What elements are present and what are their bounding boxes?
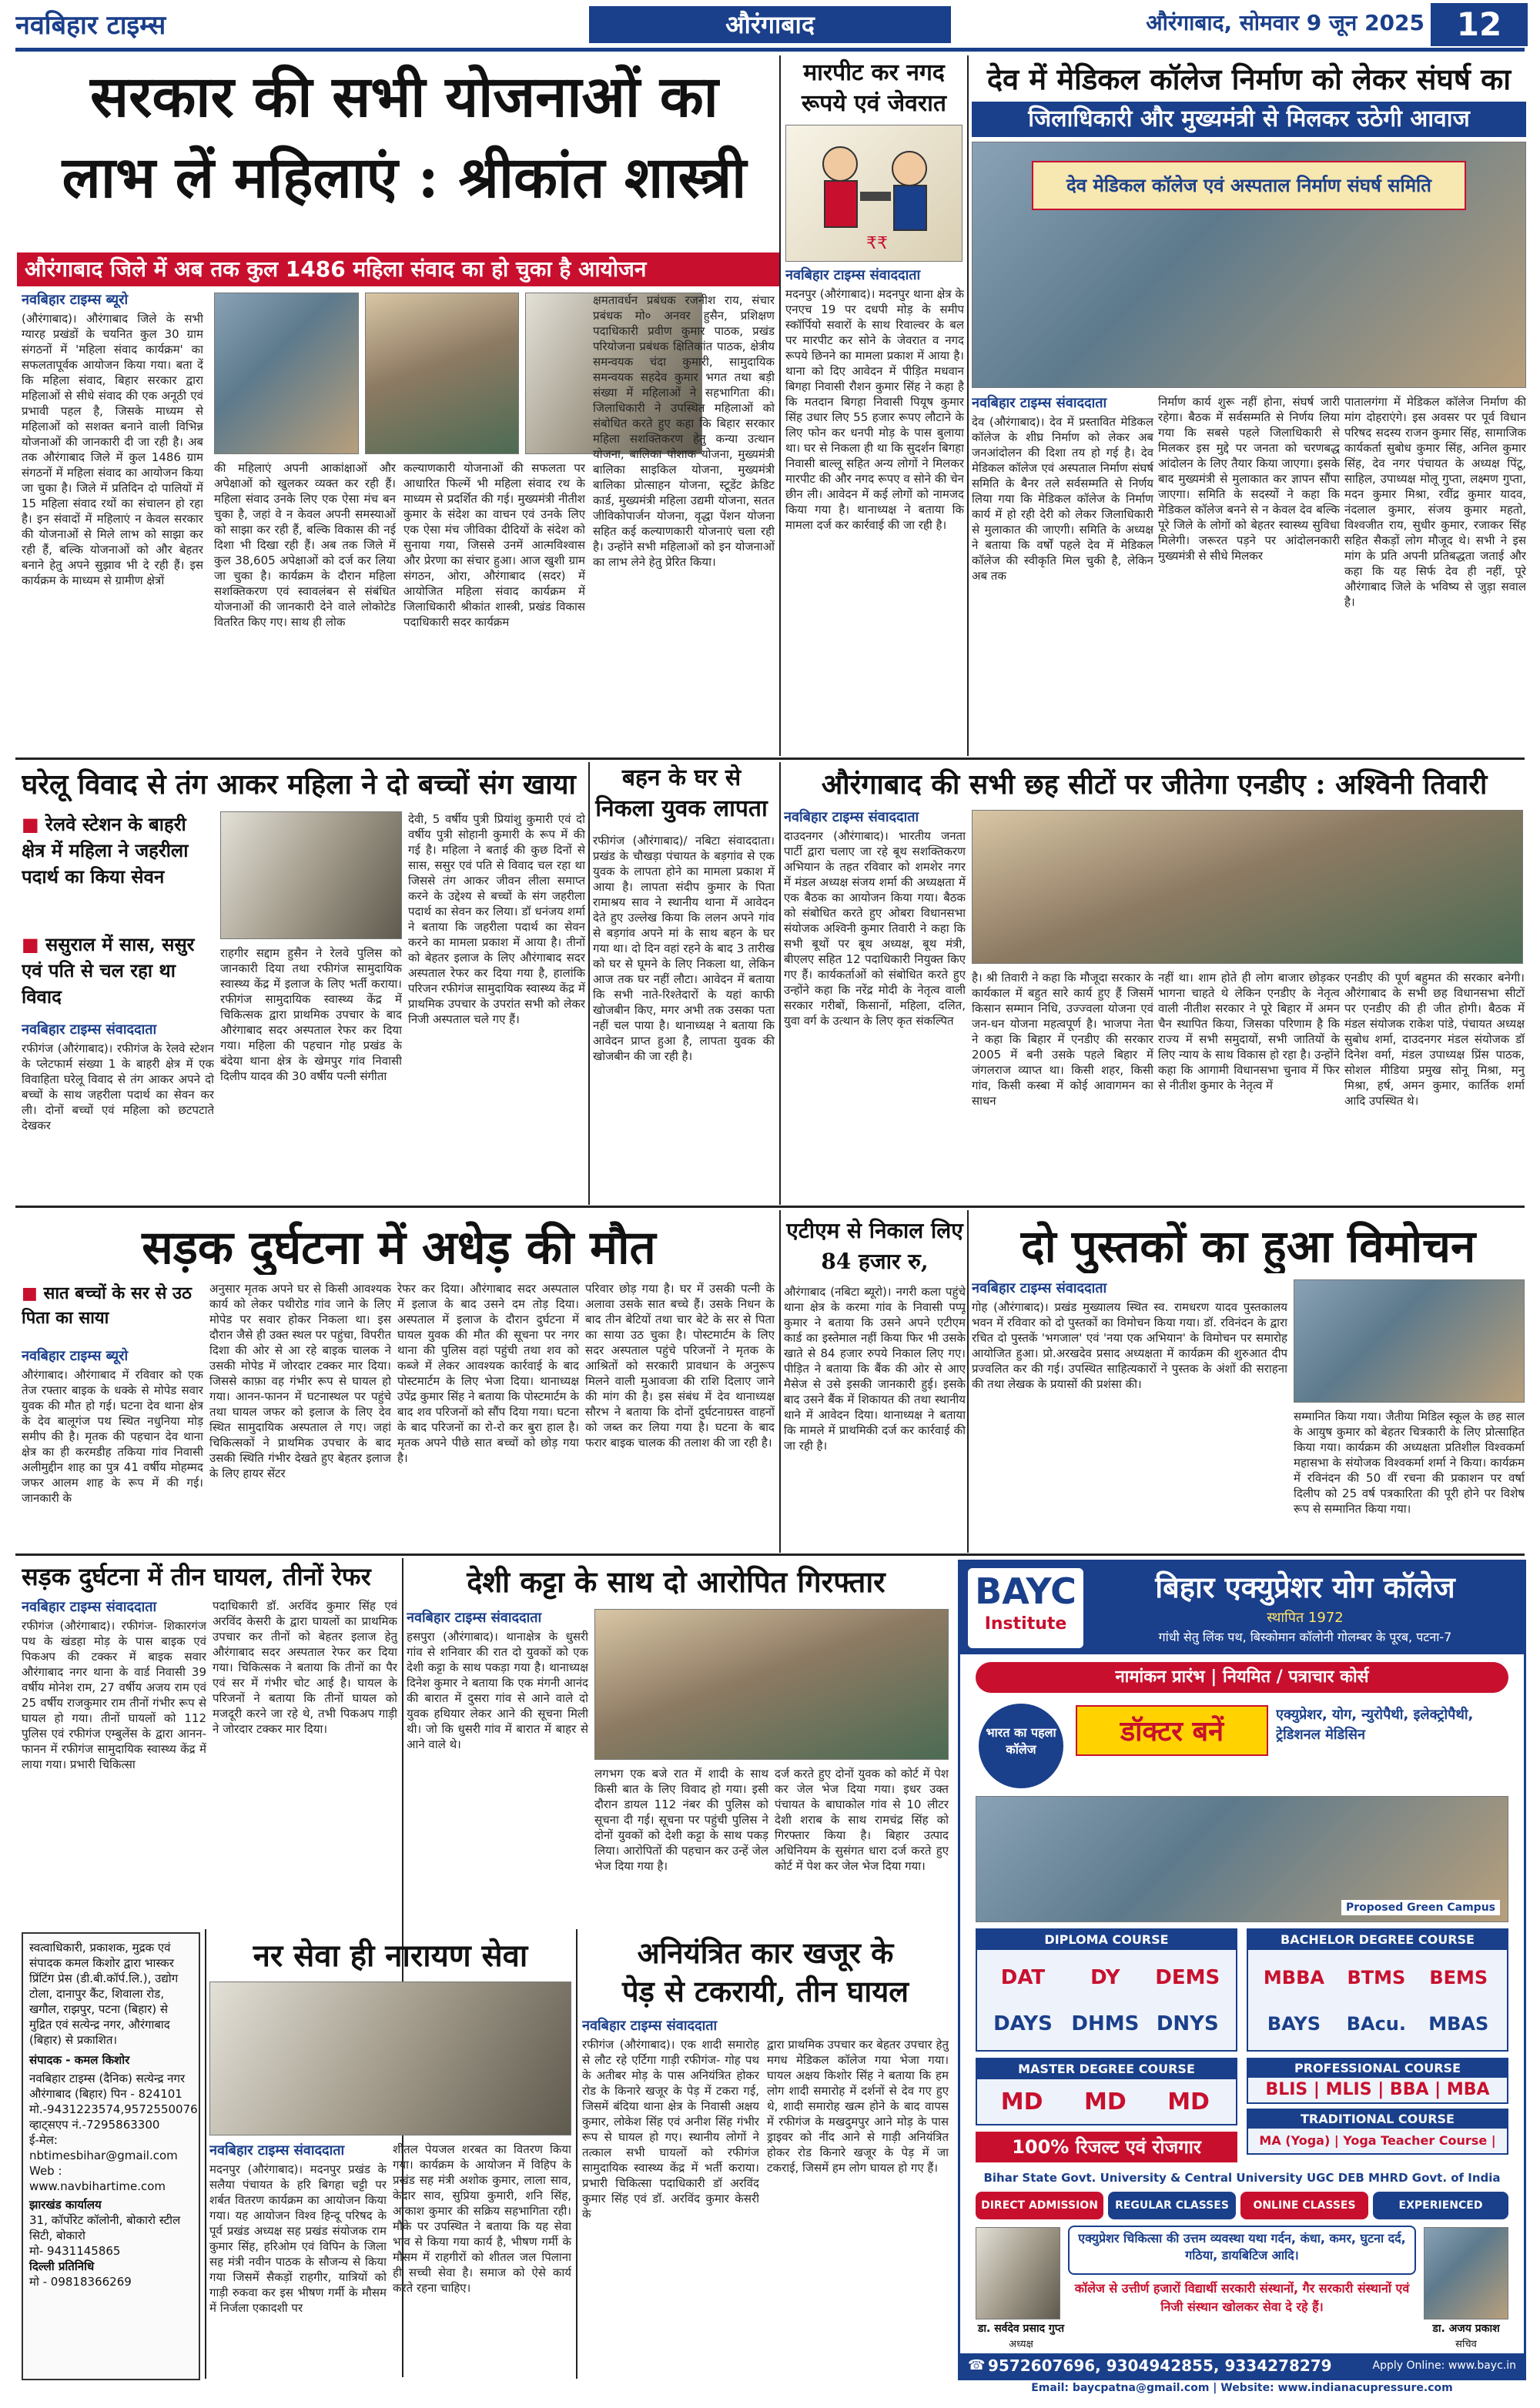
lead-headline-1: सरकार की सभी योजनाओं का bbox=[90, 64, 718, 130]
ad-master-item: MD bbox=[1000, 2089, 1043, 2115]
atm-headline-2: 84 हजार रु, bbox=[821, 1249, 929, 1274]
ad-doctor-banner: डॉक्टर बनें bbox=[1076, 1705, 1268, 1756]
pistol-col-3: दर्ज करते हुए दोनों युवक को कोर्ट में पेश कर जेल भेज दिया गया। इधर उक्त पंचायत के बाघाकोल गांव से 10 लीटर देशी शराब के साथ रामचंद्र सिंह को गिरफ्तार किया है। बिहार उत्पाद अधिनियम के सुसंगत धारा दर्ज करते हुए कोर्ट में पेश कर जेल भेज दिया गया। bbox=[775, 1767, 949, 1873]
medical-byline: नवबिहार टाइम्स संवाददाता bbox=[972, 395, 1107, 411]
pistol-headline: देशी कट्टा के साथ दो आरोपित गिरफ्तार bbox=[467, 1564, 886, 1599]
ad-bachelor-item: BEMS bbox=[1429, 1967, 1488, 1988]
ad-traditional-box bbox=[1247, 2109, 1508, 2155]
medical-headline: देव में मेडिकल कॉलेज निर्माण को लेकर संघर्ष का bbox=[986, 62, 1512, 96]
ad-email-web: Email: baycpatna@gmail.com | Website: www.indianacupressure.com bbox=[1031, 2382, 1453, 2394]
road-death-bullet: ■ सात बच्चों के सर से उठ पिता का साया bbox=[22, 1283, 192, 1328]
ad-campus-label: Proposed Green Campus bbox=[1341, 1900, 1500, 1915]
three-injured-byline: नवबिहार टाइम्स संवाददाता bbox=[22, 1599, 157, 1615]
imprint-web: Web : www.navbihartime.com bbox=[29, 2164, 166, 2193]
imprint-office: नवबिहार टाइम्स (दैनिक) सत्येन्द्र नगर औरंगाबाद (बिहार) पिन - 824101 bbox=[29, 2072, 186, 2101]
pistol-col-2: लगभग एक बजे रात में शादी के साथ किसी बात के लिए विवाद हो गया। इसी दौरान डायल 112 नंबर की पुलिस को सूचना दी गई। सूचना पर पहुंची पुलिस ने दोनों युवकों को देशी कट्टा के साथ पकड़ लिया। आरोपितों की पहचान कर उन्हें जेल भेज दिया गया है। bbox=[594, 1767, 768, 1873]
missing-text: रफीगंज (औरंगाबाद)/ नबिटा संवाददाता। प्रखंड के चौखड़ा पंचायत के बड़गांव से एक युवक के लापता होने का मामला प्रकाश में आया है। लापता संदीप कुमार के पिता रामाश्रय साव ने स्थानीय थाना में आवेदन देते हुए उल्लेख किया कि ललन अपने गांव से बड़गांव अपने मां के साथ बहन के घर गया था। दो दिन वहां रहने के बाद 3 तारीख को घर से घूमने के लिए निकला था, लेकिन आज तक घर नहीं लौटा। आवेदन में बताया कि सभी नाते-रिश्तेदारों के यहां काफी खोजबीन किए, मगर अभी तक उसका पता नहीं चल पाया है। थानाध्यक्ष ने बताया कि आवेदन प्राप्त हुआ है, लापता युवक की खोजबीन की जा रही है। bbox=[593, 834, 775, 1063]
ad-footer bbox=[960, 2353, 1524, 2378]
domestic-byline: नवबिहार टाइम्स संवाददाता bbox=[22, 1022, 157, 1038]
ad-header bbox=[960, 1562, 1524, 1654]
imprint-jh-address: 31, कॉर्पोरेट कॉलोनी, बोकारो स्टील सिटी, बोकारो bbox=[29, 2213, 181, 2242]
section-name: औरंगाबाद bbox=[589, 6, 951, 43]
car-headline-2: पेड़ से टकरायी, तीन घायल bbox=[621, 1974, 909, 2008]
bayc-advertisement bbox=[958, 1560, 1526, 2380]
car-headline-1: अनियंत्रित कार खजूर के bbox=[637, 1935, 894, 1970]
lead-headline-2: लाभ लें महिलाएं : श्रीकांत शास्त्री bbox=[62, 145, 747, 211]
svg-text:₹₹: ₹₹ bbox=[866, 234, 888, 253]
seva-photo bbox=[209, 1982, 571, 2135]
ad-person-2-role: सचिव bbox=[1455, 2339, 1477, 2350]
robbery-text: मदनपुर (औरंगाबाद)। मदनपुर थाना क्षेत्र के एनएच 19 पर दधपी मोड़ के समीप स्कॉर्पियो सवारों के साथ रिवाल्वर के बल पर मारपीट कर सोने के जेवरात व नगद रूपये छिनने का मामला प्रकाश में आया है। थाना को दिए आवेदन में पीड़ित मधवान बिगहा निवासी रौशन कुमार सिंह ने कहा है कि मतदान बिगहा निवासी पियूष कुमार सिंह उधार लिए 55 हजार रूपए लौटाने के लिए फोन कर धनपी मोड़ के पास बुलाया था। घर से निकला ही था कि सुदर्शन बिगहा निवासी बाल्लू सहित अन्य लोगों ने मिलकर मारपीट की और नगद रूपए व सोने की चेन छीन ली। आवेदन में कई लोगों को नामजद किया गया है। थानाध्यक्ष ने बताया कि मामला दर्ज कर कार्रवाई की जा रही है। bbox=[785, 287, 964, 532]
robbery-headline-2: रूपये एवं जेवरात bbox=[802, 90, 946, 117]
edition-date: औरंगाबाद, सोमवार 9 जून 2025 bbox=[1146, 10, 1424, 35]
imprint-box bbox=[22, 1932, 200, 2380]
book-byline: नवबिहार टाइम्स संवाददाता bbox=[972, 1280, 1107, 1296]
book-col-1: गोह (औरंगाबाद)। प्रखंड मुख्यालय स्थित स्व. रामधरण यादव पुस्तकालय भवन में रविवार को दो पुस्तकों का विमोचन किया गया। डॉ. रविनंदन के द्वारा रचित दो पुस्तकें 'भगजाल' एवं 'नया एक अभियान' के विमोचन पर समारोह आयोजित हुआ। प्रो.अरखदेव प्रसाद अध्यक्षता में कार्यक्रम की शुरुआत दीप प्रज्वलित कर की गई। उपस्थित साहित्यकारों ने पुस्तक के अंशों की सराहना की तथा लेखक के प्रयासों की प्रशंसा की। bbox=[972, 1300, 1287, 1391]
domestic-col-1: रफीगंज (औरंगाबाद)। रफीगंज के रेलवे स्टेशन के प्लेटफार्म संख्या 1 के बाहरी क्षेत्र में एक विवाहिता घरेलू विवाद से तंग आकर अपने दो बच्चों के साथ जहरीला पदार्थ का सेवन कर ली। दोनों बच्चों एवं महिला को छटपटाते देखकर bbox=[22, 1042, 214, 1132]
ad-person-2-photo bbox=[1424, 2227, 1508, 2319]
ad-bachelor-item: BAcu. bbox=[1346, 2013, 1406, 2035]
ad-apply-online: Apply Online: www.bayc.in bbox=[1372, 2360, 1516, 2372]
column-divider bbox=[967, 55, 969, 756]
ad-first-badge: भारत का पहला कॉलेज bbox=[979, 1704, 1063, 1788]
seva-col-2: शीतल पेयजल शरबत का वितरण किया गया। कार्यक्रम के आयोजन में विहिप के प्रखंड सह मंत्री अशोक कुमार, लाला साव, केदार साव, सुप्रिया कुमारी, शनि सिंह, आकाश कुमार की सक्रिय सहभागिता रही। मौके पर उपस्थित ने बताया कि यह सेवा भाव से किया गया कार्य है, भीषण गर्मी के मौसम में राहगीरों को शीतल जल पिलाना ही सच्ची सेवा है। समाज को ऐसे कार्य करते रहना चाहिए। bbox=[393, 2142, 571, 2295]
ad-diploma-title: DIPLOMA COURSE bbox=[977, 1930, 1236, 1950]
header-rule bbox=[15, 48, 1525, 52]
ad-person-1-role: अध्यक्ष bbox=[1009, 2339, 1033, 2350]
column-divider bbox=[967, 1210, 969, 1553]
column-divider bbox=[205, 1929, 206, 2379]
ad-person-1-photo bbox=[976, 2227, 1060, 2319]
imprint-jh-mobile: मो- 9431145865 bbox=[29, 2244, 121, 2258]
section-rule bbox=[15, 1206, 1525, 1208]
lead-photo-2 bbox=[365, 293, 519, 454]
ad-brand: BAYC bbox=[975, 1570, 1076, 1612]
ad-feature-badge: REGULAR CLASSES bbox=[1108, 2192, 1236, 2219]
ad-master-title: MASTER DEGREE COURSE bbox=[977, 2059, 1236, 2079]
robbery-illustration bbox=[785, 125, 962, 262]
ad-master-box bbox=[976, 2058, 1237, 2125]
domestic-col-3: देवी, 5 वर्षीय पुत्री प्रियांशु कुमारी एवं दो वर्षीय पुत्री सोहानी कुमारी के रूप में की गई है। महिला ने बताई की कुछ दिनों से सास, ससुर एवं पति से विवाद चल रहा था जिससे तंग आकर जीवन लीला समाप्त करने के उद्देश्य से बच्चों के संग जहरीला पदार्थ का सेवन कर लिया। डॉ धनंजय शर्मा ने बताया कि जहरीला पदार्थ का सेवन करने का मामला प्रकाश में आया है। तीनों को बेहतर इलाज के लिए औरंगाबाद सदर अस्पताल रेफर कर दिया गया है, हालांकि परिजन रफीगंज सामुदायिक स्वास्थ्य केंद्र में प्राथमिक उपचार के उपरांत सभी को लेकर निजी अस्पताल चले गए हैं। bbox=[408, 812, 585, 1026]
imprint-delhi-mobile: मो - 09818366269 bbox=[29, 2275, 132, 2289]
ad-traditional-list: MA (Yoga) | Yoga Teacher Course | bbox=[1259, 2133, 1496, 2148]
road-death-bullet-text: सात बच्चों के सर से उठ पिता का साया bbox=[22, 1283, 192, 1328]
ad-master-item: MD bbox=[1167, 2089, 1210, 2115]
nda-col-4: एनडीए की पूर्ण बहुमत की सरकार बनेगी। औरंगाबाद के सभी छह विधानसभा सीटों पर एनडीए की ही जीत होगी। बैठक में मंडल संयोजक राकेश पांडे, पंचायत अध्यक्ष सुबोध शर्मा, दाउदनगर मंडल संयोजक डॉ दिनेश वर्मा, मंडल उपाध्यक्ष प्रिंस पाठक, सोशल मीडिया प्रमुख सोनू मिश्रा, मनु मिश्रा, हर्ष, अमन कुमार, कार्तिक शर्मा आदि उपस्थित थे। bbox=[1344, 971, 1525, 1108]
ad-person-1-name: डा. सर्वदेव प्रसाद गुप्त bbox=[977, 2323, 1065, 2335]
nda-headline: औरंगाबाद की सभी छह सीटों पर जीतेगा एनडीए : अश्विनी तिवारी bbox=[821, 768, 1488, 801]
three-injured-col-1: रफीगंज (औरंगाबाद)। रफीगंज- शिकारगंज पथ के खंडहा मोड़ के पास बाइक एवं पिकअप की टक्कर में बाइक सवार औरंगाबाद नगर थाना के वार्ड निवासी 39 वर्षीय मोनेश राम, 27 वर्षीय अजय राम एवं 25 वर्षीय राजकुमार राम तीनों गंभीर रूप से घायल हो गया। तीनों घायलों को 112 पुलिस एवं रफीगंज एम्बुलेंस के द्वारा आनन-फानन में रफीगंज सामुदायिक स्वास्थ्य केंद्र में लाया गया। प्रभारी चिकित्सा bbox=[22, 1619, 206, 1771]
seva-byline: नवबिहार टाइम्स संवाददाता bbox=[209, 2142, 345, 2159]
column-divider bbox=[779, 762, 781, 1205]
seva-col-1: मदनपुर (औरंगाबाद)। मदनपुर प्रखंड के सलैया पंचायत के हरि बिगहा चट्टी पर शर्बत वितरण कार्यक्रम का आयोजन किया गया। यह आयोजन विश्व हिन्दू परिषद के पूर्व प्रखंड अध्यक्ष सह प्रखंड संयोजक राम कुमार सिंह, हरिओम एवं विपिन के जिला सह मंत्री नवीन पाठक के सौजन्य से किया गया जिसमें सैकड़ों राहगीर, यात्रियों को गाड़ी रुकवा कर इस भीषण गर्मी के मौसम में निर्जला एकादशी पर bbox=[209, 2162, 387, 2315]
book-headline: दो पुस्तकों का हुआ विमोचन bbox=[1020, 1220, 1476, 1273]
ad-bachelor-item: MBBA bbox=[1263, 1967, 1324, 1988]
robbery-headline-1: मारपीट कर नगद bbox=[803, 59, 945, 86]
column-divider bbox=[779, 55, 781, 756]
missing-headline-2: निकला युवक लापता bbox=[595, 795, 768, 822]
imprint-whatsapp: व्हाट्सएप नं.-7295863300 bbox=[29, 2118, 160, 2132]
road-death-headline: सड़क दुर्घटना में अधेड़ की मौत bbox=[142, 1221, 656, 1275]
lead-byline: नवबिहार टाइम्स ब्यूरो bbox=[22, 292, 129, 308]
section-rule bbox=[15, 1553, 1525, 1556]
ad-promo-2: कॉलेज से उत्तीर्ण हजारों विद्यार्थी सरकारी संस्थानों, गैर सरकारी संस्थानों एवं निजी संस्थान खोलकर सेवा दे रहे हैं। bbox=[1074, 2281, 1410, 2314]
ad-bachelor-title: BACHELOR DEGREE COURSE bbox=[1248, 1930, 1507, 1950]
lead-subhead: औरंगाबाद जिले में अब तक कुल 1486 महिला संवाद का हो चुका है आयोजन bbox=[17, 253, 779, 286]
nda-photo bbox=[972, 810, 1523, 964]
ad-bachelor-item: MBAS bbox=[1428, 2013, 1489, 2035]
car-byline: नवबिहार टाइम्स संवाददाता bbox=[582, 2018, 718, 2034]
atm-headline-1: एटीएम से निकाल लिए bbox=[786, 1218, 963, 1243]
page-number: 12 bbox=[1431, 3, 1528, 46]
ad-logo bbox=[968, 1568, 1083, 1648]
ad-promo-1: एक्युप्रेशर चिकित्सा की उत्तम व्यवस्था यथा गर्दन, कंधा, कमर, घुटना दर्द, गठिया, डायबिटिज आदि। bbox=[1068, 2226, 1416, 2275]
road-death-byline: नवबिहार टाइम्स ब्यूरो bbox=[22, 1348, 129, 1364]
robbery-byline: नवबिहार टाइम्स संवाददाता bbox=[785, 267, 921, 283]
domestic-photo-bottle bbox=[220, 811, 402, 939]
ad-traditional-title: TRADITIONAL COURSE bbox=[1248, 2110, 1507, 2129]
ad-bachelor-box bbox=[1247, 1928, 1508, 2052]
book-col-2: सम्मानित किया गया। जैतीया मिडिल स्कूल के छह साल के आयुष कुमार को बेहतर चित्रकारी के लिए प्रोत्साहित किया गया। कार्यक्रम की अध्यक्षता प्रतिशील विश्वकर्मा महासभा के संयोजक विश्वकर्मा शर्मा ने किया। कार्यक्रम में रविनंदन की 50 वीं रचना की प्रकाशन पर वर्षा दिलीप को 25 वर्ष पत्रकारिता की पूरी होने पर विशेष रूप से सम्मानित किया गया। bbox=[1294, 1410, 1525, 1516]
ad-govt-recognition: Bihar State Govt. University & Central University UGC DEB MHRD Govt. of India bbox=[983, 2171, 1501, 2185]
medical-col-2: निर्माण कार्य शुरू नहीं होना, संघर्ष जारी रहेगा। बैठक में सर्वसम्मति से निर्णय लिया गया कि सबसे पहले जिलाधिकारी से मिलकर इस मुद्दे पर जनता को चरणबद्ध आंदोलन के लिए तैयार किया जाएगा। इसके बाद मुख्यमंत्री से मुलाकात कर ज्ञापन सौंपा जाएगा। समिति के सदस्यों ने कहा कि मेडिकल कॉलेज बनने से न केवल देव बल्कि पूरे जिले के लोगों को बेहतर स्वास्थ्य सुविधा मिलेगी। जरूरत पड़ने पर आंदोलनकारी मुख्यमंत्री से सीधे मिलकर bbox=[1158, 395, 1340, 563]
seva-headline: नर सेवा ही नारायण सेवा bbox=[253, 1938, 528, 1974]
pistol-photo bbox=[594, 1609, 949, 1760]
ad-therapy-list: एक्युप्रेशर, योग, न्युरोपैथी, इलेक्ट्रोपैथी, ट्रेडिशनल मेडिसिन bbox=[1276, 1707, 1474, 1743]
domestic-bullet-2: ■ ससुराल में सास, ससुर एवं पति से चल रहा था विवाद bbox=[22, 933, 195, 1008]
book-photo bbox=[1294, 1279, 1525, 1403]
medical-photo bbox=[972, 142, 1526, 388]
ad-diploma-item: DNYS bbox=[1156, 2012, 1219, 2035]
ad-professional-box bbox=[1247, 2058, 1508, 2104]
ad-feature-badge: ONLINE CLASSES bbox=[1240, 2192, 1368, 2219]
three-injured-headline: सड़क दुर्घटना में तीन घायल, तीनों रेफर bbox=[22, 1562, 371, 1591]
domestic-headline: घरेलू विवाद से तंग आकर महिला ने दो बच्चों संग खाया bbox=[22, 768, 576, 801]
pistol-byline: नवबिहार टाइम्स संवाददाता bbox=[407, 1610, 542, 1626]
ad-professional-title: PROFESSIONAL COURSE bbox=[1248, 2059, 1507, 2078]
ad-diploma-item: DY bbox=[1090, 1966, 1120, 1989]
ad-feature-badge: EXPERIENCED bbox=[1373, 2192, 1508, 2219]
lead-col-2: की महिलाएं अपनी आकांक्षाओं और अपेक्षाओं को खुलकर व्यक्त कर रही हैं। महिला संवाद उनके लिए एक ऐसा मंच बन चुका है, जहां वे न केवल अपनी समस्याओं को साझा कर रही हैं, बल्कि विकास की नई दिशा भी दिखा रही हैं। अब तक जिले में कुल 38,605 अपेक्षाओं को दर्ज कर लिया जा चुका है। कार्यक्रम के दौरान महिला सशक्तिकरण एवं स्वावलंबन से संबंधित योजनाओं की जानकारी देने वाले लोकोटेड वितरित किए गए। साथ ही लोक bbox=[214, 461, 396, 629]
column-divider bbox=[779, 1210, 781, 1553]
ad-diploma-item: DAYS bbox=[993, 2012, 1053, 2035]
domestic-bullet-1-text: रेलवे स्टेशन के बाहरी क्षेत्र में महिला ने जहरीला पदार्थ का किया सेवन bbox=[22, 813, 189, 888]
ad-address: गांधी सेतु लिंक पथ, बिस्कोमान कॉलोनी गोलम्बर के पूरब, पटना-7 bbox=[1158, 1630, 1452, 1644]
ad-professional-list: BLIS | MLIS | BBA | MBA bbox=[1265, 2080, 1490, 2099]
medical-col-1: देव (औरंगाबाद)। देव में प्रस्तावित मेडिकल कॉलेज के शीघ्र निर्माण को लेकर अब जनआंदोलन की दिशा तय हो गई है। देव मेडिकल कॉलेज एवं अस्पताल निर्माण संघर्ष समिति के बैनर तले सर्वसम्मति से निर्णय लिया गया कि मेडिकल कॉलेज के निर्माण कार्य में हो रही देरी को लेकर जिलाधिकारी से मुलाकात की जाएगी। समिति के अध्यक्ष ने बताया कि वर्षों पहले देव में मेडिकल कॉलेज की स्वीकृति मिल चुकी है, लेकिन अब तक bbox=[972, 415, 1153, 583]
column-divider bbox=[588, 762, 590, 1205]
imprint-text: स्वत्वाधिकारी, प्रकाशक, मुद्रक एवं संपादक कमल किशोर द्वारा भास्कर प्रिंटिंग प्रेस (डी.बी.कॉर्प.लि.), उद्योग टोला, दानापुर कैंट, शिवाला रोड, खगौल, राझपुर, पटना (बिहार) से मुद्रित एवं सत्येन्द्र नगर, औरंगाबाद (बिहार) से प्रकाशित। bbox=[29, 1941, 179, 2047]
domestic-col-2: राहगीर सद्दाम हुसैन ने रेलवे पुलिस को जानकारी दिया तथा रफीगंज सामुदायिक स्वास्थ्य केंद्र में इलाज के लिए भर्ती कराया। रफीगंज सामुदायिक स्वास्थ्य केंद्र में चिकित्सक द्वारा प्राथमिक उपचार के बाद औरंगाबाद सदर अस्पताल रेफर कर दिया गया। महिला की पहचान गोह प्रखंड के बंदेया थाना क्षेत्र के खेमपुर गांव निवासी दिलीप यादव की 30 वर्षीय पत्नी संगीता bbox=[220, 946, 402, 1083]
ad-diploma-item: DHMS bbox=[1071, 2012, 1140, 2035]
lead-photo-1 bbox=[214, 293, 359, 454]
ad-admission-banner: नामांकन प्रारंभ | नियमित / पत्राचार कोर्स bbox=[976, 1662, 1508, 1693]
ad-bachelor-item: BTMS bbox=[1347, 1967, 1406, 1988]
lead-col-1: (औरंगाबाद)। औरंगाबाद जिले के सभी ग्यारह प्रखंडों के चयनित कुल 30 ग्राम संगठनों में 'महिला संवाद कार्यक्रम' का सफलतापूर्वक आयोजन किया गया। बता दें कि महिला संवाद, बिहार सरकार द्वारा महिलाओं से सीधे संवाद की एक अनूठी एवं प्रभावी पहल है, जिसके माध्यम से महिलाओं को सशक्त बनाने वाली विभिन्न योजनाओं की जानकारी दी जा रही है। अब तक औरंगाबाद जिले में कुल 1486 ग्राम संगठनों में महिला संवाद का आयोजन किया जा चुका है। जिले में प्रतिदिन दो पालियों में 15 महिला संवाद रथों का संचालन हो रहा है। इन संवादों में महिलाएं न केवल सरकार की योजनाओं से मिले लाभ को साझा कर रही हैं, बल्कि योजनाओं को और बेहतर बनाने हेतु अपने सुझाव भी दे रही हैं। इस कार्यक्रम के माध्यम से ग्रामीण क्षेत्रों bbox=[22, 312, 203, 587]
section-rule bbox=[15, 758, 1525, 760]
car-col-1: रफीगंज (औरंगाबाद)। एक शादी समारोह से लौट रहे एर्टिगा गाड़ी रफीगंज- गोह पथ के अतीबर मोड़ के पास अनियंत्रित होकर रोड के किनारे खजूर के पेड़ में टकरा गई, जिसमें बंदिया थाना क्षेत्र के निवासी अक्षय कुमार, लोकेश सिंह एवं अनीश सिंह गंभीर रूप से घायल हो गए। स्थानीय लोगों ने तत्काल सभी घायलों को रफीगंज सामुदायिक स्वास्थ्य केंद्र में भर्ती कराया। प्रभारी चिकित्सा पदाधिकारी डॉ अरविंद कुमार सिंह एवं डॉ. अरविंद कुमार केसरी के bbox=[582, 2038, 759, 2221]
masthead-brand: नवबिहार टाइम्स bbox=[15, 10, 166, 41]
ad-phones: 9572607696, 9304942855, 9334278279 bbox=[988, 2356, 1332, 2375]
ad-diploma-item: DAT bbox=[1000, 1966, 1046, 1989]
ad-feature-badge: DIRECT ADMISSION bbox=[976, 2192, 1103, 2219]
ad-title: बिहार एक्युप्रेशर योग कॉलेज bbox=[1155, 1570, 1455, 1604]
atm-text: औरंगाबाद (नबिटा ब्यूरो)। नगरी कला पहुंचे थाना क्षेत्र के करमा गांव के निवासी पप्पू कुमार ने बताया कि उसने अपने एटीएम कार्ड का इस्तेमाल नहीं किया फिर भी उसके खाते से 84 हजार रुपये निकाल लिए गए। पीड़ित ने बताया कि बैंक की ओर से आए मैसेज से उसे इसकी जानकारी हुई। इसके बाद उसने बैंक में शिकायत की तथा स्थानीय थाने में आवेदन दिया। थानाध्यक्ष ने बताया कि मामले में प्राथमिकी दर्ज कर कार्रवाई की जा रही है। bbox=[784, 1285, 966, 1453]
ad-master-item: MD bbox=[1083, 2089, 1127, 2115]
imprint-mobile: मो.-9431223574,9572550076 bbox=[29, 2102, 198, 2116]
road-death-col-3: रेफर कर दिया। औरंगाबाद सदर अस्पताल में इलाज के बाद उसने दम तोड़ दिया। अस्पताल में इलाज के दौरान दुर्घटना में घायल युवक की मौत की सूचना पर नगर थाना की पुलिस वहां पहुंची तथा शव को कब्जे में लेकर आवश्यक कार्रवाई के बाद पोस्टमार्टम के लिए भेजा दिया। थानाध्यक्ष उपेंद्र कुमार सिंह ने बताया कि पोस्टमार्टम के बाद शव परिजनों को सौंप दिया गया। घटना के बाद परिजनों का रो-रो कर बुरा हाल है। मृतक अपने पीछे सात बच्चों को छोड़ गया है। bbox=[397, 1282, 579, 1465]
road-death-col-1: औरंगाबाद। औरंगाबाद में रविवार को एक तेज रफ्तार बाइक के धक्के से मोपेड सवार युवक की मौत हो गई। घटना देव थाना क्षेत्र के देव बालूगंज पथ स्थित नधुनिया मोड़ समीप की है। मृतक की पहचान देव थाना क्षेत्र का ही करमडीह तकिया गांव निवासी अलीमुद्दीन शाह का पुत्र 41 वर्षीय मोहम्मद जफर आलम शाह के रूप में की गई। जानकारी के bbox=[22, 1368, 203, 1505]
medical-subhead: जिलाधिकारी और मुख्यमंत्री से मिलकर उठेगी आवाज bbox=[972, 102, 1526, 137]
lead-col-4: क्षमतावर्धन प्रबंधक रजनीश राय, संचार प्रबंधक मो० अनवर हुसैन, प्रशिक्षण पदाधिकारी प्रवीण कुमार पाठक, प्रखंड परियोजना प्रबंधक क्षितिकांत पाठक, क्षेत्रीय समन्वयक चंदा कुमारी, सामुदायिक समन्वयक सहदेव कुमार भगत तथा बड़ी संख्या में महिलाओं ने सहभागिता की। जिलाधिकारी ने उपस्थित महिलाओं को संबोधित करते हुए कहा कि बिहार सरकार महिला सशक्तिकरण हेतु कन्या उत्थान योजना, बालिका पोशाक योजना, मुख्यमंत्री बालिका साइकिल योजना, मुख्यमंत्री बालिका प्रोत्साहन योजना, स्टूडेंट क्रेडिट कार्ड, मुख्यमंत्री महिला उद्यमी योजना, सतत जीविकोपार्जन योजना, वृद्धा पेंशन योजना सहित कई कल्याणकारी योजनाएं चला रही है। उन्होंने सभी महिलाओं को इन योजनाओं का लाभ लेने हेतु प्रेरित किया। bbox=[593, 293, 775, 569]
imprint-email: ई-मेल: nbtimesbihar@gmail.com bbox=[29, 2133, 178, 2162]
nda-col-3: नहीं था। शाम होते ही लोग बाजार छोड़कर भागना चाहते थे लेकिन एनडीए के नेतृत्व वाली नीतीश सरकार ने पूरे बिहार में अमन चैन स्थापित किया, जिसका परिणाम है कि राज्य में सभी समुदायों, सभी जातियों के लिए न्याय के साथ विकास हो रहा है। उन्होंने कहा कि आगामी विधानसभा चुनाव में फिर से नीतीश कुमार के नेतृत्व में bbox=[1158, 971, 1340, 1092]
imprint-editor: संपादक - कमल किशोर bbox=[29, 2053, 130, 2067]
lead-col-3: कल्याणकारी योजनाओं की सफलता पर आधारित फिल्में भी महिला संवाद रथ के माध्यम से प्रदर्शित की गई। मुख्यमंत्री नीतीश कुमार के संदेश का वाचन एवं उनके लिए एक ऐसा मंच जीविका दीदियों के संदेश को सुनाया गया, जिससे उनमें आत्मविश्वास और प्रेरणा का संचार हुआ। आज खुशी ग्राम संगठन, ओरा, औरंगाबाद (सदर) में आयोजित महिला संवाद कार्यक्रम में जिलाधिकारी श्रीकांत शास्त्री, प्रखंड विकास पदाधिकारी सदर कार्यक्रम bbox=[403, 461, 585, 629]
ad-brand-sub: Institute bbox=[984, 1614, 1067, 1634]
missing-headline-1: बहन के घर से bbox=[621, 764, 742, 791]
three-injured-col-2: पदाधिकारी डॉ. अरविंद कुमार सिंह एवं अरविंद केसरी के द्वारा घायलों का प्राथमिक उपचार कर तीनों को बेहतर इलाज हेतु औरंगाबाद सदर अस्पताल रेफर कर दिया गया। चिकित्सक ने बताया कि तीनों का पैर एवं सर में गंभीर चोट आई है। घायल के परिजनों ने बताया कि तीनों घायल को मजदूरी करने जा रहे थे, तभी पिकअप गाड़ी ने जोरदार टक्कर मार दिया। bbox=[213, 1599, 397, 1736]
ad-diploma-item: DEMS bbox=[1155, 1966, 1220, 1989]
robbery-cartoon-icon bbox=[786, 125, 962, 261]
domestic-bullet-1: ■ रेलवे स्टेशन के बाहरी क्षेत्र में महिला ने जहरीला पदार्थ का किया सेवन bbox=[22, 813, 189, 888]
ad-bachelor-item: BAYS bbox=[1267, 2013, 1321, 2035]
road-death-col-4: परिवार छोड़ गया है। घर में उसकी पत्नी के अलावा उसके सात बच्चे हैं। उसके निधन के बाद तीन बेटियों तथा चार बेटे के सर से पिता का साया उठ चुका है। पोस्टमार्टम के लिए सदर अस्पताल पहुंचे परिजनों ने मृतक के आश्रितों को सरकारी प्रावधान के अनुरूप मिलने वाली मुआवजा की राशि दिलाए जाने की मांग की है। इस संबंध में देव थानाध्यक्ष सौरभ ने बताया कि दोनों दुर्घटनाग्रस्त वाहनों को जब्त कर लिया गया है। घटना के बाद फरार बाइक चालक की तलाश की जा रही है। bbox=[585, 1282, 775, 1450]
ad-job-banner: 100% रिजल्ट एवं रोजगार bbox=[976, 2132, 1237, 2162]
nda-col-1: दाउदनगर (औरंगाबाद)। भारतीय जनता पार्टी द्वारा चलाए जा रहे बूथ सशक्तिकरण अभियान के तहत रविवार को शमशेर नगर में मंडल अध्यक्ष संजय शर्मा की अध्यक्षता में एक बैठक का आयोजन किया गया। बैठक को संबोधित करते हुए ओबरा विधानसभा संयोजक अश्विनी कुमार तिवारी ने कहा कि सभी बूथों पर बूथ अध्यक्ष, बूथ मंत्री, बीएलए सहित 12 पदाधिकारी नियुक्त किए गए हैं। कार्यकर्ताओं को संबोधित करते हुए उन्होंने कहा कि नरेंद्र मोदी के नेतृत्व वाली सरकार गरीबों, किसानों, महिला, दलित, युवा वर्ग के उत्थान के लिए कृत संकल्पित bbox=[784, 829, 966, 1028]
imprint-delhi: दिल्ली प्रतिनिधि bbox=[29, 2259, 95, 2273]
ad-feature-row bbox=[976, 2192, 1508, 2219]
medical-col-3: पातालगंगा में मेडिकल कॉलेज निर्माण की मांग दोहराएंगे। इस अवसर पर पूर्व विधान परिषद सदस्य राजन कुमार सिंह, सामाजिक कार्यकर्ता सुबोध कुमार सिंह, अनिल कुमार सिंह, देव नगर पंचायत के अध्यक्ष पिंटू, साहिल, उपाध्यक्ष मोलू गुप्ता, लक्ष्मण गुप्ता, मदन कुमार मिश्रा, रवींद्र कुमार यादव, नंदलाल कुमार, संजय कुमार महतो, विश्वजीत राय, सुधीर कुमार, रजाकर सिंह सहित सैकड़ों लोग मौजूद थे। सभी ने इस मांग के प्रति अपनी प्रतिबद्धता जताई और कहा कि यह सिर्फ देव ही नहीं, पूरे औरंगाबाद जिले के भविष्य से जुड़ा सवाल है। bbox=[1344, 395, 1526, 609]
domestic-bullet-2-text: ससुराल में सास, ससुर एवं पति से चल रहा था विवाद bbox=[22, 933, 195, 1008]
phone-icon: ☎ bbox=[968, 2357, 986, 2373]
ad-established: स्थापित 1972 bbox=[1267, 1610, 1344, 1626]
ad-person-2-name: डा. अजय प्रकाश bbox=[1432, 2323, 1500, 2335]
column-divider bbox=[576, 1929, 578, 2379]
car-col-2: द्वारा प्राथमिक उपचार कर बेहतर उपचार हेतु मगध मेडिकल कॉलेज गया भेजा गया। घायल अक्षय किशोर सिंह ने बताया कि हम लोग शादी समारोह में दर्शनों से देव गए हुए थे, शादी समारोह खत्म होने के बाद वापस में रफीगंज के मखदुमपुर आने मोड़ के पास ड्राइवर को नींद आने से गाड़ी अनियंत्रित होकर रोड किनारे खजूर के पेड़ में जा टकराई, जिसमें हम लोग घायल हो गए हैं। bbox=[767, 2038, 949, 2175]
ad-campus-photo bbox=[976, 1796, 1508, 1922]
nda-col-2: है। श्री तिवारी ने कहा कि मौजूदा सरकार के कार्यकाल में बहुत सारे कार्य हुए हैं जिसमें किसान सम्मान निधि, उज्ज्वला योजना एवं जन-धन योजना महत्वपूर्ण है। भाजपा नेता ने कहा कि बिहार में एनडीए की सरकार 2005 में बनी उसके पहले बिहार में जंगलराज व्याप्त था। किसी शहर, किसी गांव, किसी कस्बा में कोई आवागमन का साधन bbox=[972, 971, 1153, 1108]
imprint-jh-office: झारखंड कार्यालय bbox=[29, 2198, 102, 2212]
ad-diploma-box bbox=[976, 1928, 1237, 2052]
road-death-col-2: अनुसार मृतक अपने घर से किसी आवश्यक कार्य को लेकर पथीरोड गांव जाने के लिए मोपेड पर सवार होकर निकला था। इस दौरान जैसे ही उक्त स्थल पर पहुंचा, विपरीत दिशा की ओर से आ रहे बाइक चालक ने उसकी मोपेड में जोरदार टक्कर मार दिया। जिससे काफ़ा वह गंभीर रूप से घायल हो गया। आनन-फानन में घटनास्थल पर पहुंचे तथा घायल जफर को इलाज के लिए देव स्थित सामुदायिक अस्पताल ले गए। जहां चिकित्सकों ने प्राथमिक उपचार के बाद उसकी स्थिति गंभीर देखते हुए बेहतर इलाज के लिए हायर सेंटर bbox=[209, 1282, 391, 1480]
nda-byline: नवबिहार टाइम्स संवाददाता bbox=[784, 809, 919, 825]
pistol-col-1: हसपुरा (औरंगाबाद)। थानाक्षेत्र के धुसरी गांव से शनिवार की रात दो युवकों को एक देशी कट्टा के साथ पकड़ा गया है। थानाध्यक्ष दिनेश कुमार ने बताया कि एक मंगनी आनंद की बारात में दुसरा गांव से आने वाले दो युवक हथियार लेकर आने की सूचना मिली थी। जो कि धुसरी गांव में बारात में बाहर से आने वाले थे। bbox=[407, 1630, 588, 1751]
medical-banner: देव मेडिकल कॉलेज एवं अस्पताल निर्माण संघर्ष समिति bbox=[1032, 161, 1466, 210]
